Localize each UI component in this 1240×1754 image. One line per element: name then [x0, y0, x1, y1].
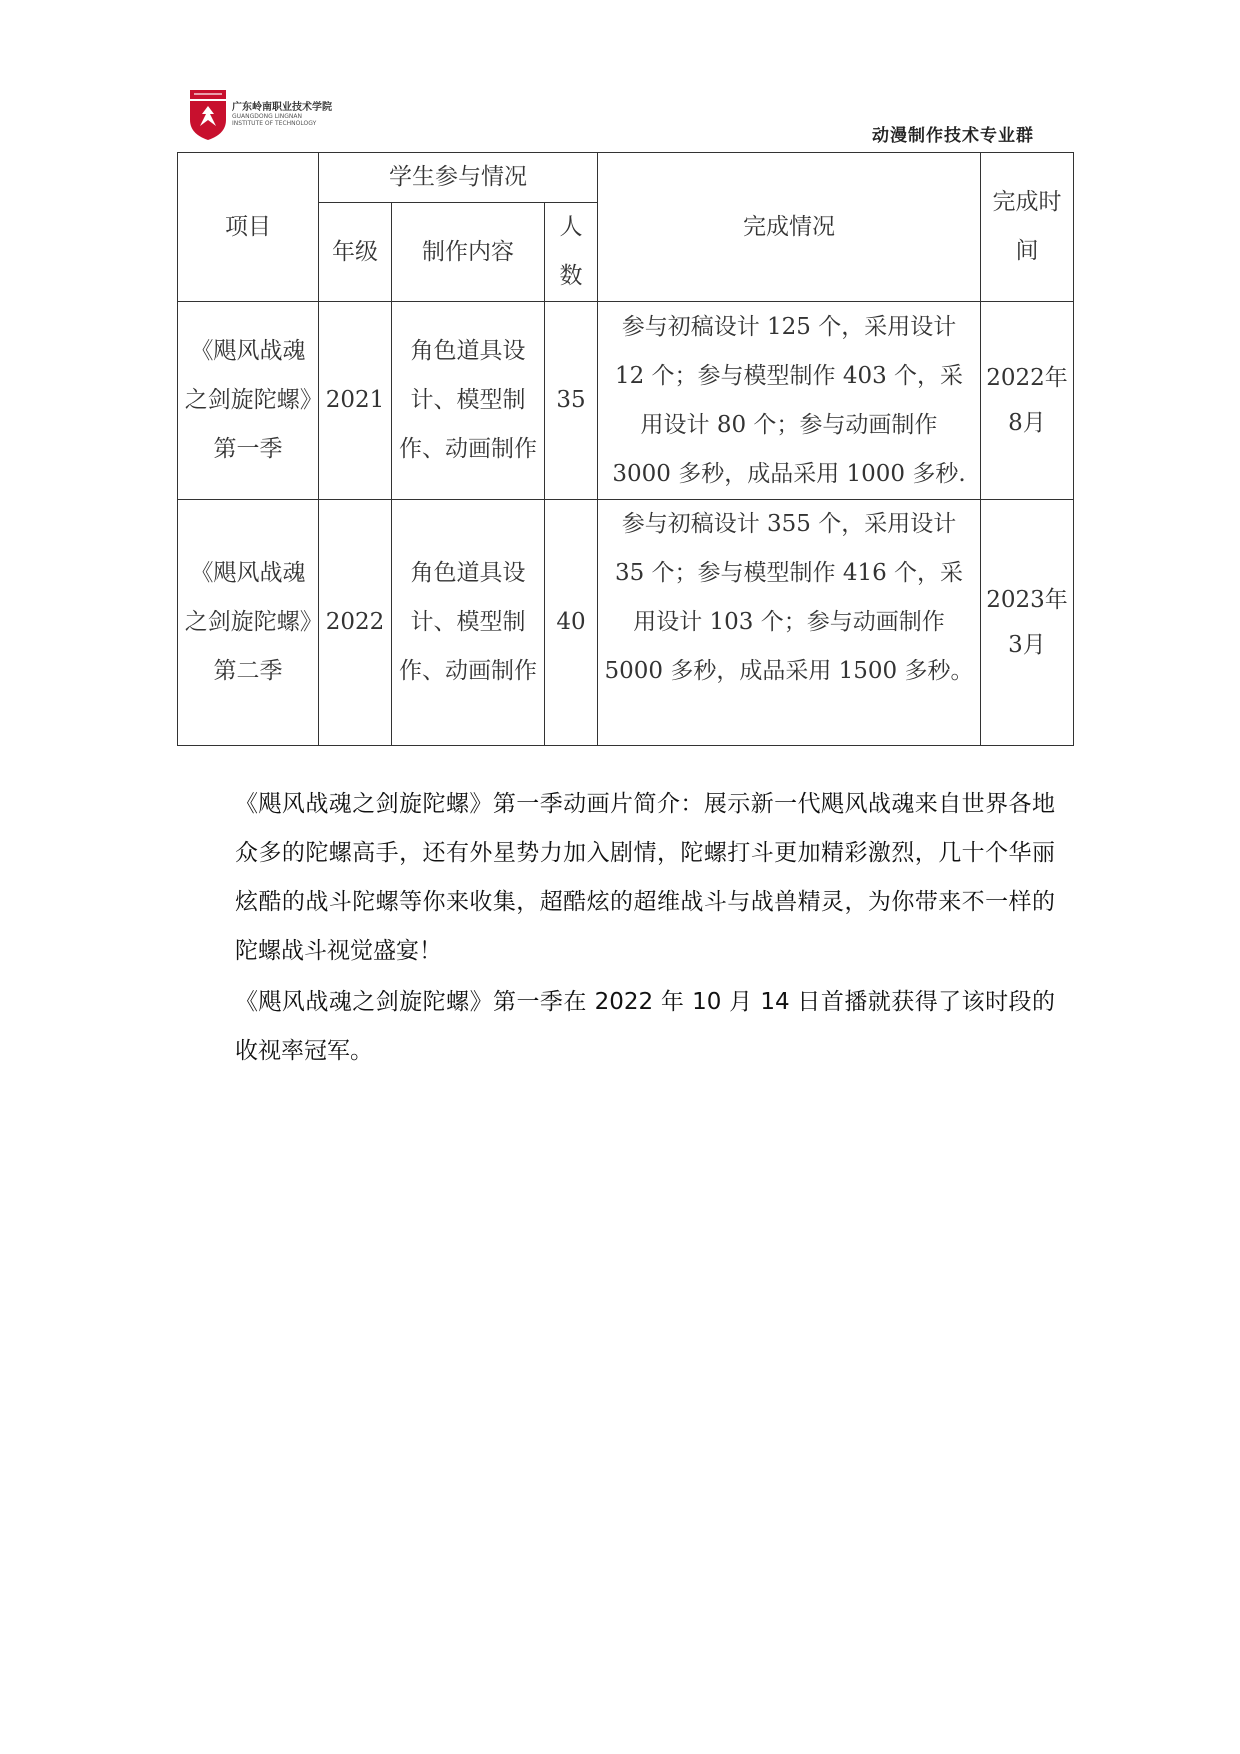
- header-time: 完成时间: [981, 153, 1074, 302]
- paragraph-text: 《飓风战魂之剑旋陀螺》第一季动画片简介：展示新一代飓风战魂来自世界各地众多的陀螺高手，还有外星势力加入剧情，陀螺打斗更加精彩激烈，几十个华丽炫酷的战斗陀螺等你来收集，超酷炫的超维战斗与战兽精灵，为你带来不一样的陀螺战斗视觉盛宴！: [235, 791, 1055, 964]
- row-content: 角色道具设计、模型制作、动画制作: [392, 500, 545, 746]
- table-row: [178, 500, 1074, 746]
- header-project: 项目: [178, 153, 319, 302]
- logo-en-line-2: INSTITUTE OF TECHNOLOGY: [232, 120, 317, 127]
- intro-paragraph: [189, 780, 1055, 976]
- status-line: 用设计 103 个；参与动画制作: [633, 609, 945, 635]
- header-grade: 年级: [319, 203, 392, 302]
- table-header-row: [178, 153, 1074, 203]
- status-line: 参与初稿设计 355 个，采用设计: [621, 511, 957, 537]
- row-grade: 2022: [319, 500, 392, 746]
- status-line: 5000 多秒，成品采用 1500 多秒。: [604, 658, 974, 684]
- ratings-paragraph: [189, 978, 1055, 1076]
- page-header-title: 动漫制作技术专业群: [872, 126, 1034, 146]
- row-status: [598, 302, 981, 500]
- row-people: 40: [545, 500, 598, 746]
- paragraph-text: 《飓风战魂之剑旋陀螺》第一季在 2022 年 10 月 14 日首播就获得了该时段的收视率冠军。: [235, 989, 1055, 1064]
- status-line: 参与初稿设计 125 个，采用设计: [621, 313, 957, 340]
- logo-en-line-1: GUANGDONG LINGNAN: [232, 113, 303, 120]
- row-time: 2023年3月: [981, 500, 1074, 746]
- shield-emblem-icon: [190, 90, 226, 140]
- header-people: 人数: [545, 203, 598, 302]
- header-participation: 学生参与情况: [319, 153, 598, 203]
- header-content: 制作内容: [392, 203, 545, 302]
- row-time: 2022年8月: [981, 302, 1074, 500]
- row-people: 35: [545, 302, 598, 500]
- logo-cn-name: 广东岭南职业技术学院: [232, 102, 332, 113]
- table-row: [178, 302, 1074, 500]
- logo-text: [232, 98, 332, 127]
- header-status: 完成情况: [598, 153, 981, 302]
- row-project: 《飓风战魂之剑旋陀螺》第一季: [178, 302, 319, 500]
- row-project: 《飓风战魂之剑旋陀螺》第二季: [178, 500, 319, 746]
- row-content: 角色道具设计、模型制作、动画制作: [392, 302, 545, 500]
- status-line: 35 个；参与模型制作 416 个，采: [614, 560, 964, 586]
- institution-logo: [190, 90, 330, 142]
- row-grade: 2021: [319, 302, 392, 500]
- project-table: [177, 152, 1074, 746]
- status-line: 用设计 80 个；参与动画制作: [640, 411, 938, 438]
- status-line: 12 个；参与模型制作 403 个，采: [614, 362, 964, 389]
- row-status: [598, 500, 981, 746]
- status-line: 3000 多秒，成品采用 1000 多秒.: [612, 460, 966, 487]
